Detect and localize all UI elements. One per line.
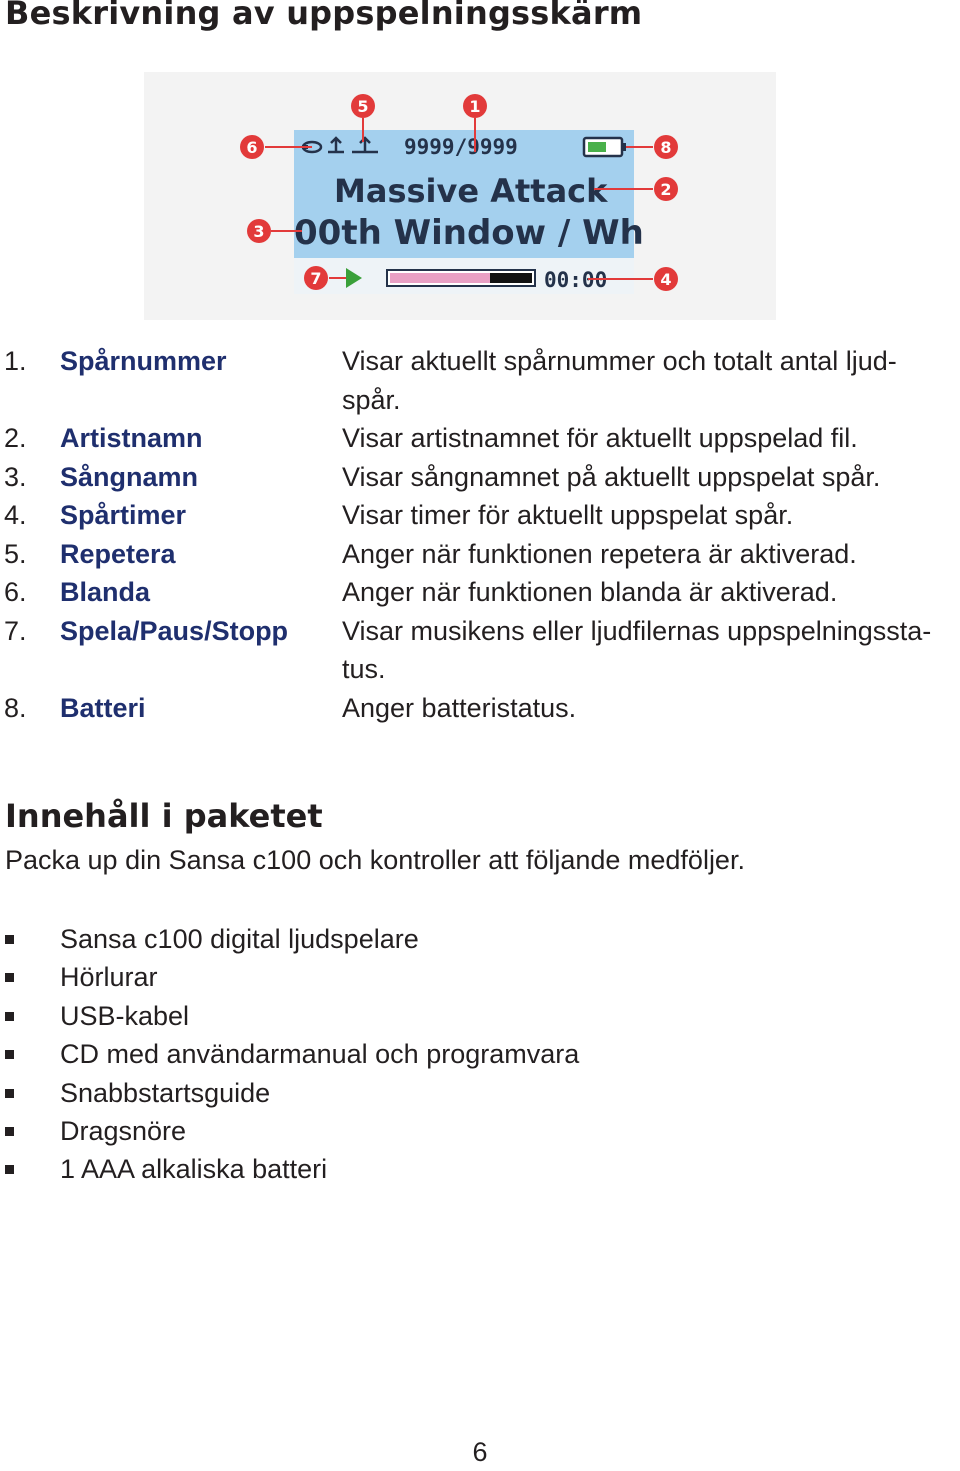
artist-name: Massive Attack [334,172,608,210]
progress-bar [387,270,535,286]
svg-text:7: 7 [310,269,322,288]
track-timer: 00:00 [544,268,608,292]
item-term: Batteri [60,692,146,723]
list-item [0,958,579,996]
bullet-icon [5,1127,14,1136]
description-item-2 [0,419,960,458]
list-item [0,920,579,958]
bullet-icon [5,1089,14,1098]
svg-text:8: 8 [660,138,672,157]
description-item-7 [0,612,960,689]
bullet-icon [5,935,14,944]
item-definition: Visar timer för aktuellt uppspelat spår. [342,500,794,530]
item-number: 7. [4,615,27,646]
bullet-icon [5,1050,14,1059]
item-definition: Anger när funktionen repetera är aktiverad. [342,538,857,569]
page-number: 6 [472,1437,488,1467]
description-item-5 [0,535,960,574]
item-term: Blanda [60,577,151,607]
item-term: Spårtimer [60,500,187,530]
list-item-text: Snabbstartsguide [60,1077,271,1108]
item-number: 6. [4,577,27,607]
item-definition: Visar aktuellt spårnummer och totalt antal ljud-spår. [342,346,897,415]
svg-text:6: 6 [246,138,258,157]
svg-text:3: 3 [253,222,265,241]
svg-text:4: 4 [660,270,672,289]
item-term: Spårnummer [60,346,227,376]
bullet-icon [5,973,14,982]
svg-text:5: 5 [357,97,369,116]
item-number: 2. [4,423,27,453]
item-term: Spela/Paus/Stopp [60,615,289,646]
item-definition: Anger batteristatus. [342,692,577,723]
playback-screen-figure [144,72,776,320]
item-number: 4. [4,500,27,530]
item-definition: Visar artistnamnet för aktuellt uppspelad fil. [342,423,858,453]
item-number: 5. [4,538,27,569]
item-number: 1. [4,346,27,376]
package-intro: Packa up din Sansa c100 och kontroller att följande medföljer. [5,845,745,875]
item-definition: Visar sångnamnet på aktuellt uppspelat spår. [342,461,881,492]
callout-5 [351,94,375,118]
list-item-text: USB-kabel [60,1000,190,1031]
callout-8 [654,135,678,159]
callout-1 [463,94,487,118]
battery-icon [584,138,626,156]
item-term: Sångnamn [60,461,199,492]
callout-6 [240,135,264,159]
item-number: 8. [4,692,27,723]
description-item-4 [0,496,960,535]
song-title: 00th Window / Wh [294,213,644,253]
description-item-8 [0,689,960,728]
callout-3 [247,219,271,243]
item-definition: Visar musikens eller ljudfilernas uppspelningssta-tus. [342,615,932,684]
item-term: Artistnamn [60,423,203,453]
playback-screen-diagram [144,72,776,320]
bullet-icon [5,1012,14,1021]
list-item [0,1150,579,1188]
list-item [0,1074,579,1112]
list-item [0,1112,579,1150]
track-counter: 9999/9999 [404,135,518,159]
description-item-1 [0,342,960,419]
item-term: Repetera [60,538,176,569]
callout-7 [304,266,328,290]
bullet-icon [5,1165,14,1174]
list-item [0,1035,579,1073]
screen-description-list [0,342,960,727]
description-item-6 [0,573,960,612]
item-definition: Anger när funktionen blanda är aktiverad. [342,577,838,607]
item-number: 3. [4,461,27,492]
svg-text:2: 2 [660,180,672,199]
list-item-text: 1 AAA alkaliska batteri [60,1154,328,1185]
page-heading: Beskrivning av uppspelningsskärm [5,0,643,32]
package-heading: Innehåll i paketet [5,797,323,835]
package-contents-list [0,920,579,1189]
description-item-3 [0,458,960,497]
list-item [0,997,579,1035]
list-item-text: Dragsnöre [60,1116,187,1147]
callout-4 [654,267,678,291]
list-item-text: Sansa c100 digital ljudspelare [60,924,419,954]
list-item-text: Hörlurar [60,962,158,993]
list-item-text: CD med användarmanual och programvara [60,1039,580,1070]
callout-2 [654,177,678,201]
svg-text:1: 1 [469,97,481,116]
